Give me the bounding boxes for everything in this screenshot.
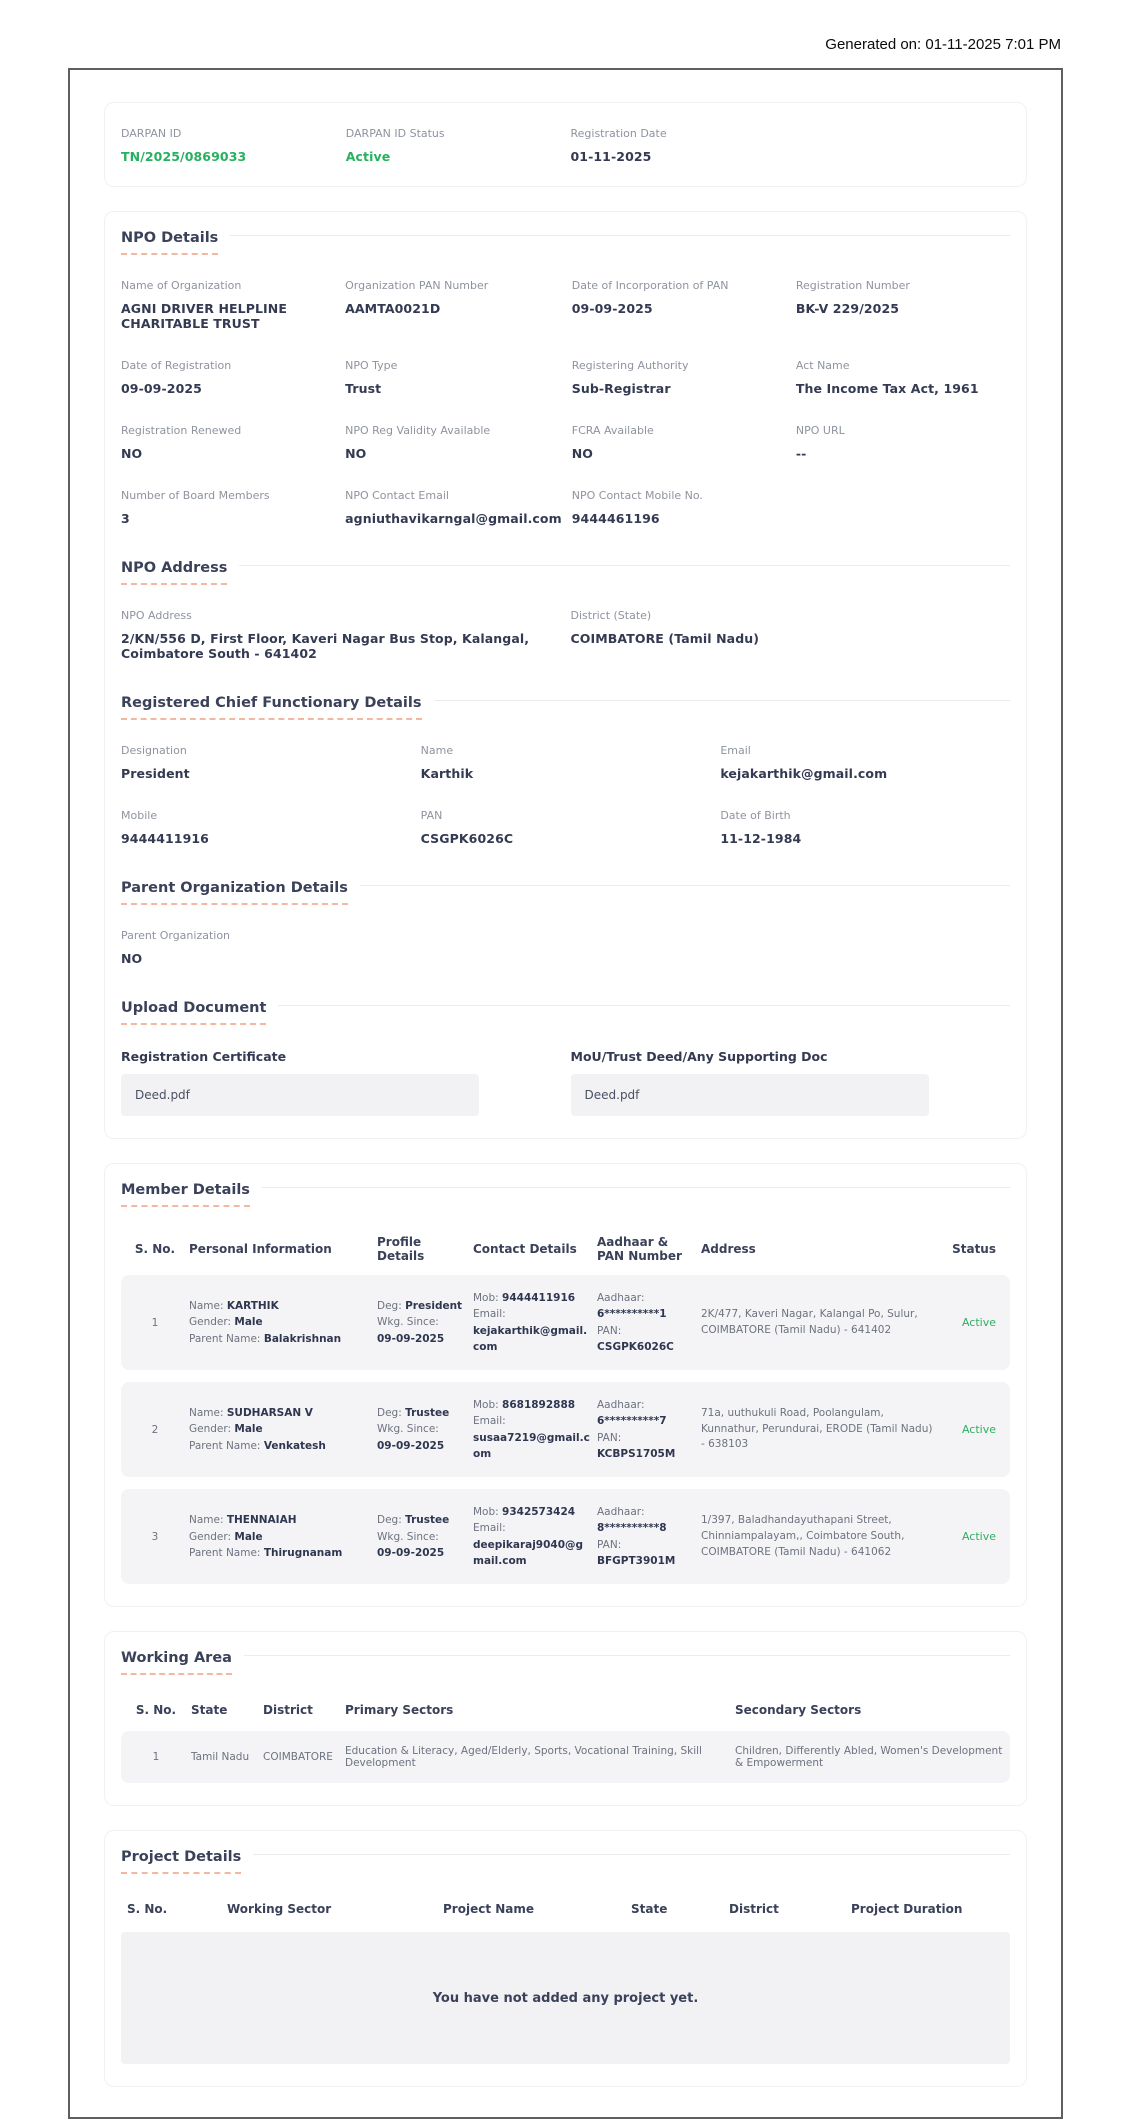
col-state: State [191, 1703, 228, 1718]
field-label: PAN [420, 809, 443, 822]
field-label: Registration Number [795, 279, 910, 292]
registration-certificate-file[interactable] [121, 1074, 479, 1116]
field-npo-reg-validity [345, 424, 562, 461]
col-profile-details: Profile Details [377, 1235, 425, 1263]
section-divider [253, 1854, 1010, 1855]
field-label: NPO Type [345, 359, 398, 372]
col-contact-details: Contact Details [473, 1242, 577, 1256]
member-contact-details: Mob: 9342573424 Email: deepikaraj9040@gmail.com [473, 1506, 584, 1567]
field-value: 9444461196 [571, 511, 660, 526]
working-area-table-header [121, 1703, 1010, 1717]
section-title: Registered Chief Functionary Details [121, 695, 422, 720]
section-divider [239, 565, 1010, 566]
member-aadhaar-pan: Aadhaar: 6**********1 PAN: CSGPK6026C [597, 1292, 674, 1353]
field-value: Karthik [420, 766, 474, 781]
col-sno: S. No. [127, 1902, 168, 1917]
member-row [121, 1489, 1010, 1584]
report-frame [68, 68, 1063, 2119]
field-value: COIMBATORE (Tamil Nadu) [570, 631, 760, 646]
col-primary-sectors: Primary Sectors [345, 1703, 454, 1718]
member-profile-details: Deg: Trustee Wkg. Since: 09-09-2025 [377, 1514, 450, 1559]
field-label: Act Name [795, 359, 850, 372]
member-address: 1/397, Baladhandayuthapani Street, Chinniampalayam,, Coimbatore South, COIMBATORE (Tamil Nadu) - 641062 [701, 1514, 905, 1558]
col-district: District [729, 1902, 779, 1917]
field-npo-type [345, 359, 562, 396]
col-personal-info: Personal Information [189, 1242, 332, 1256]
member-contact-details: Mob: 8681892888 Email: susaa7219@gmail.com [473, 1399, 590, 1460]
field-label: Date of Birth [720, 809, 791, 822]
member-sno: 2 [151, 1423, 159, 1436]
field-label: NPO URL [795, 424, 845, 437]
field-value: NO [121, 951, 143, 966]
field-parent-organization [121, 929, 336, 966]
member-aadhaar-pan: Aadhaar: 8**********8 PAN: BFGPT3901M [597, 1506, 676, 1567]
col-state: State [631, 1902, 668, 1917]
field-pan-incorporation-date [572, 279, 786, 331]
section-title: NPO Details [121, 230, 218, 255]
section-title: Upload Document [121, 1000, 266, 1025]
field-value: AAMTA0021D [345, 301, 441, 316]
section-title: Member Details [121, 1182, 250, 1207]
field-label: Name of Organization [121, 279, 242, 292]
section-divider [230, 235, 1010, 236]
member-profile-details: Deg: President Wkg. Since: 09-09-2025 [377, 1300, 463, 1345]
member-row [121, 1275, 1010, 1370]
field-label: Designation [121, 744, 187, 757]
member-aadhaar-pan: Aadhaar: 6**********7 PAN: KCBPS1705M [597, 1399, 676, 1460]
working-area-district: COIMBATORE [263, 1751, 333, 1764]
col-working-sector: Working Sector [227, 1902, 332, 1917]
member-table-header [121, 1235, 1010, 1263]
darpan-summary-card [104, 102, 1027, 187]
section-title: Project Details [121, 1849, 241, 1874]
field-board-members-count [121, 489, 335, 526]
field-value: NO [571, 446, 594, 461]
field-label: Organization PAN Number [345, 279, 489, 292]
field-value: 2/KN/556 D, First Floor, Kaveri Nagar Bus Stop, Kalangal, Coimbatore South - 641402 [121, 631, 530, 661]
field-value: The Income Tax Act, 1961 [795, 381, 979, 396]
projects-empty-state: You have not added any project yet. [121, 1932, 1010, 2064]
field-label: Parent Organization [121, 929, 231, 942]
field-label: NPO Reg Validity Available [345, 424, 491, 437]
field-label: District (State) [570, 609, 652, 622]
member-personal-info: Name: KARTHIK Gender: Male Parent Name: Balakrishnan [189, 1300, 342, 1345]
field-registration-renewed [121, 424, 335, 461]
field-value: kejakarthik@gmail.com [720, 766, 888, 781]
doc-label: Registration Certificate [121, 1049, 287, 1064]
section-divider [360, 885, 1010, 886]
section-parent-organization [121, 880, 1010, 905]
field-value: AGNI DRIVER HELPLINE CHARITABLE TRUST [121, 301, 287, 331]
file-name: Deed.pdf [135, 1088, 190, 1102]
col-district: District [263, 1703, 313, 1718]
member-personal-info: Name: SUDHARSAN V Gender: Male Parent Name: Venkatesh [189, 1407, 326, 1452]
field-registration-date [571, 127, 786, 164]
field-chief-mobile [121, 809, 411, 846]
section-chief-functionary [121, 695, 1010, 720]
project-table-header [121, 1902, 1010, 1916]
col-project-name: Project Name [443, 1902, 535, 1917]
section-title: Working Area [121, 1650, 232, 1675]
field-label: Mobile [121, 809, 158, 822]
field-fcra-available [572, 424, 786, 461]
field-darpan-id-status [346, 127, 561, 164]
member-status: Active [961, 1316, 996, 1330]
field-value: NO [345, 446, 367, 461]
field-chief-email [720, 744, 1010, 781]
member-sno: 1 [151, 1316, 159, 1329]
field-value: -- [795, 446, 807, 461]
field-chief-dob [720, 809, 1010, 846]
col-sno: S. No. [135, 1703, 177, 1718]
member-contact-details: Mob: 9444411916 Email: kejakarthik@gmail.com [473, 1292, 588, 1353]
field-label: Registration Renewed [121, 424, 242, 437]
member-profile-details: Deg: Trustee Wkg. Since: 09-09-2025 [377, 1407, 450, 1452]
field-district-state [571, 609, 1011, 661]
member-status: Active [961, 1423, 996, 1437]
darpan-id-value: TN/2025/0869033 [121, 149, 247, 164]
field-npo-contact-mobile [572, 489, 786, 526]
col-secondary-sectors: Secondary Sectors [735, 1703, 862, 1718]
member-status: Active [961, 1530, 996, 1544]
working-area-card [104, 1631, 1027, 1806]
field-designation [121, 744, 411, 781]
field-value: agniuthavikarngal@gmail.com [345, 511, 562, 526]
field-label: Email [720, 744, 751, 757]
member-address: 2K/477, Kaveri Nagar, Kalangal Po, Sulur, COIMBATORE (Tamil Nadu) - 641402 [701, 1307, 918, 1336]
field-registration-number [796, 279, 1010, 331]
working-area-state: Tamil Nadu [191, 1751, 250, 1764]
section-upload-document [121, 1000, 1010, 1025]
field-value: 01-11-2025 [570, 149, 652, 164]
section-divider [244, 1655, 1010, 1656]
field-label: NPO Contact Email [345, 489, 449, 502]
col-project-duration: Project Duration [851, 1902, 963, 1917]
col-status: Status [952, 1242, 996, 1256]
member-address: 71a, uuthukuli Road, Poolangulam, Kunnathur, Perundurai, ERODE (Tamil Nadu) - 638103 [701, 1406, 933, 1451]
field-chief-name [421, 744, 711, 781]
section-working-area [121, 1650, 1010, 1675]
field-value: 09-09-2025 [121, 381, 202, 396]
section-title: NPO Address [121, 560, 227, 585]
field-value: President [121, 766, 190, 781]
field-value: BK-V 229/2025 [795, 301, 900, 316]
field-value: Trust [345, 381, 382, 396]
field-value: 3 [121, 511, 130, 526]
working-area-row [121, 1731, 1010, 1783]
field-organization-pan [345, 279, 562, 331]
field-date-of-registration [121, 359, 335, 396]
field-label: Registration Date [570, 127, 667, 140]
col-sno: S. No. [134, 1242, 176, 1256]
member-personal-info: Name: THENNAIAH Gender: Male Parent Name: Thirugnanam [189, 1514, 343, 1559]
status-badge: Active [345, 149, 391, 164]
section-member-details [121, 1182, 1010, 1207]
field-value: 11-12-1984 [720, 831, 802, 846]
project-details-card [104, 1830, 1027, 2087]
field-label: DARPAN ID Status [345, 127, 445, 140]
working-area-sno: 1 [152, 1751, 160, 1764]
field-chief-pan [421, 809, 711, 846]
field-act-name [796, 359, 1010, 396]
section-divider [278, 1005, 1010, 1006]
field-label: NPO Contact Mobile No. [571, 489, 703, 502]
field-npo-address [121, 609, 561, 661]
member-sno: 3 [151, 1530, 159, 1543]
field-label: FCRA Available [571, 424, 654, 437]
field-name-of-organization [121, 279, 335, 331]
field-npo-url [796, 424, 1010, 461]
field-label: Date of Incorporation of PAN [571, 279, 729, 292]
member-row [121, 1382, 1010, 1477]
field-label: Name [420, 744, 454, 757]
doc-label: MoU/Trust Deed/Any Supporting Doc [570, 1049, 828, 1064]
upload-trust-deed [571, 1049, 1011, 1116]
section-npo-details [121, 230, 1010, 255]
working-area-secondary-sectors: Children, Differently Abled, Women's Development & Empowerment [735, 1745, 1003, 1770]
field-npo-contact-email [345, 489, 562, 526]
section-npo-address [121, 560, 1010, 585]
field-label: Number of Board Members [121, 489, 270, 502]
section-title: Parent Organization Details [121, 880, 348, 905]
col-aadhaar-pan: Aadhaar & PAN Number [597, 1235, 682, 1263]
field-label: Date of Registration [121, 359, 232, 372]
field-value: CSGPK6026C [420, 831, 514, 846]
working-area-primary-sectors: Education & Literacy, Aged/Elderly, Sports, Vocational Training, Skill Development [345, 1745, 702, 1770]
field-darpan-id [121, 127, 336, 164]
file-name: Deed.pdf [584, 1088, 640, 1102]
col-address: Address [701, 1242, 756, 1256]
trust-deed-file[interactable] [571, 1074, 929, 1116]
section-project-details [121, 1849, 1010, 1874]
field-value: NO [121, 446, 143, 461]
member-details-card [104, 1163, 1027, 1607]
field-value: 9444411916 [121, 831, 209, 846]
upload-registration-certificate [121, 1049, 561, 1116]
section-divider [262, 1187, 1010, 1188]
field-value: 09-09-2025 [571, 301, 653, 316]
generated-timestamp: Generated on: 01-11-2025 7:01 PM [825, 36, 1061, 53]
field-value: Sub-Registrar [571, 381, 671, 396]
field-label: DARPAN ID [121, 127, 182, 140]
field-label: Registering Authority [571, 359, 689, 372]
npo-card [104, 211, 1027, 1139]
field-label: NPO Address [121, 609, 192, 622]
field-registering-authority [572, 359, 786, 396]
section-divider [434, 700, 1011, 701]
